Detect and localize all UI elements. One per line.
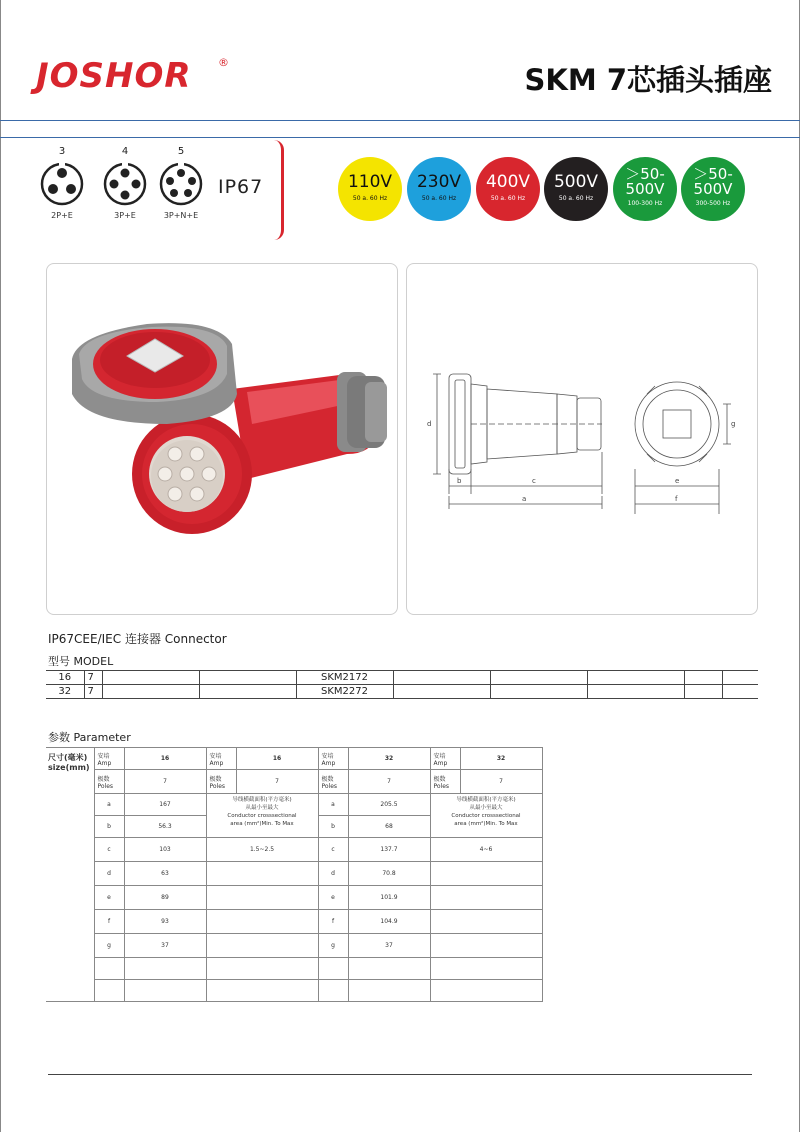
voltage-value: 400V [485, 172, 531, 192]
dim-value: 103 [124, 838, 206, 862]
voltage-frequency: 50 a. 60 Hz [558, 195, 594, 202]
dim-letter: e [318, 886, 348, 910]
voltage-line-1: ＞50- [625, 165, 665, 183]
product-photo-panel [46, 263, 398, 615]
voltage-frequency: 50 a. 60 Hz [490, 195, 526, 202]
conductor-cn: 导线横截面积(平方毫米) [232, 797, 292, 803]
empty-cell [587, 671, 684, 685]
empty-cell [124, 980, 206, 1002]
empty-cell [124, 958, 206, 980]
empty-cell [348, 958, 430, 980]
dim-letter: g [318, 934, 348, 958]
model-table [46, 670, 758, 699]
voltage-frequency: 50 a. 60 Hz [421, 195, 457, 202]
size-label [46, 748, 94, 1002]
voltage-value [613, 167, 677, 197]
dim-value: 205.5 [348, 794, 430, 816]
empty-cell [430, 886, 542, 910]
poles-cn: 极数 [433, 775, 446, 783]
empty-cell [199, 685, 296, 699]
dim-value: 167 [124, 794, 206, 816]
dim-value: 63 [124, 862, 206, 886]
empty-cell [206, 958, 318, 980]
dim-label-e: e [675, 477, 680, 485]
dim-letter: a [318, 794, 348, 816]
voltage-value [681, 167, 745, 197]
empty-area [542, 748, 762, 1002]
connector-illustration [47, 264, 397, 614]
conductor-cn-2: 从最小至最大 [245, 805, 279, 811]
amp-cn: 安培 [209, 752, 222, 760]
empty-cell [102, 685, 199, 699]
pin-config-5 [146, 146, 216, 220]
pin-config-3 [27, 146, 97, 220]
voltage-value: 230V [416, 172, 462, 192]
dim-letter: d [318, 862, 348, 886]
conductor-range: 4~6 [430, 838, 542, 862]
dim-label-a: a [522, 495, 527, 503]
poles-cn: 极数 [97, 775, 110, 783]
conductor-cn: 导线横截面积(平方毫米) [456, 797, 516, 803]
poles-en: Poles [209, 782, 226, 790]
header-divider [0, 120, 800, 121]
empty-cell [348, 980, 430, 1002]
dim-label-b: b [457, 477, 462, 485]
amp-cn: 安培 [97, 752, 110, 760]
dim-letter: c [94, 838, 124, 862]
poles-value: 7 [124, 770, 206, 794]
dim-label-d: d [427, 420, 432, 428]
pin-count: 5 [177, 146, 185, 157]
empty-cell [206, 862, 318, 886]
poles-cn: 极数 [321, 775, 334, 783]
dim-letter: d [94, 862, 124, 886]
voltage-line-2: 500V [625, 180, 665, 198]
socket-4pin-icon [102, 161, 148, 207]
poles-value: 7 [348, 770, 430, 794]
pin-count: 4 [121, 146, 129, 157]
pin-count: 3 [58, 146, 66, 157]
dim-letter: b [94, 816, 124, 838]
socket-3pin-icon [39, 161, 85, 207]
conductor-info [206, 794, 318, 838]
poles-en: Poles [97, 782, 114, 790]
dim-value: 104.9 [348, 910, 430, 934]
page-header [0, 0, 800, 120]
section-title: IP67CEE/IEC 连接器 Connector [48, 632, 227, 646]
dim-letter: c [318, 838, 348, 862]
dim-letter: b [318, 816, 348, 838]
pin-config-label: 3P+N+E [163, 211, 199, 220]
voltage-badge-400v [476, 157, 540, 221]
voltage-badge-500v [544, 157, 608, 221]
table-row [46, 748, 762, 770]
page-title: SKM 7芯插头插座 [524, 63, 772, 97]
header-divider-2 [0, 137, 800, 138]
table-row [46, 685, 758, 699]
conductor-en-2: area (mm²)Min. To Max [454, 821, 518, 827]
empty-cell [684, 685, 722, 699]
model-amp: 32 [46, 685, 84, 699]
dim-value: 37 [124, 934, 206, 958]
voltage-badge-110v [338, 157, 402, 221]
registered-mark: ® [218, 56, 229, 69]
conductor-info [430, 794, 542, 838]
empty-cell [430, 862, 542, 886]
dim-value: 68 [348, 816, 430, 838]
poles-en: Poles [433, 782, 450, 790]
model-label: 型号 MODEL [48, 655, 114, 668]
empty-cell [490, 685, 587, 699]
dim-letter: a [94, 794, 124, 816]
brand-logo: JOSHOR [36, 56, 192, 96]
conductor-en: Conductor crosssectional [451, 813, 521, 819]
model-poles: 7 [84, 671, 102, 685]
amp-cn: 安培 [321, 752, 334, 760]
poles-cn: 极数 [209, 775, 222, 783]
dimension-drawing [407, 264, 757, 614]
poles-en: Poles [321, 782, 338, 790]
empty-cell [206, 980, 318, 1002]
empty-cell [206, 886, 318, 910]
empty-cell [94, 958, 124, 980]
ip-rating: IP67 [218, 176, 264, 198]
dim-label-f: f [675, 495, 678, 503]
technical-drawing-panel [406, 263, 758, 615]
pin-config-label: 3P+E [114, 211, 136, 220]
size-label-cn: 尺寸(毫米) [48, 753, 88, 762]
amp-en: Amp [321, 759, 336, 767]
empty-cell [199, 671, 296, 685]
amp-header [94, 748, 124, 770]
empty-cell [393, 671, 490, 685]
dim-value: 93 [124, 910, 206, 934]
page-border-left [0, 0, 1, 1132]
empty-cell [722, 671, 758, 685]
empty-cell [430, 980, 542, 1002]
model-code: SKM2272 [296, 685, 393, 699]
empty-cell [430, 934, 542, 958]
voltage-badge-50-500v-b [681, 157, 745, 221]
table-row [46, 671, 758, 685]
voltage-frequency: 100-300 Hz [627, 200, 663, 207]
empty-cell [393, 685, 490, 699]
conductor-en-2: area (mm²)Min. To Max [230, 821, 294, 827]
dim-value: 137.7 [348, 838, 430, 862]
pin-config-label: 2P+E [51, 211, 73, 220]
poles-header [318, 770, 348, 794]
empty-cell [684, 671, 722, 685]
empty-cell [206, 934, 318, 958]
dim-value: 56.3 [124, 816, 206, 838]
amp-header [430, 748, 460, 770]
dim-label-g: g [731, 420, 736, 428]
conductor-cn-2: 从最小至最大 [469, 805, 503, 811]
parameter-label: 参数 Parameter [48, 731, 131, 744]
red-bracket [274, 140, 284, 240]
poles-value: 7 [236, 770, 318, 794]
amp-header [318, 748, 348, 770]
empty-cell [587, 685, 684, 699]
dim-value: 70.8 [348, 862, 430, 886]
amp-value: 16 [124, 748, 206, 770]
voltage-value: 500V [553, 172, 599, 192]
dim-value: 89 [124, 886, 206, 910]
empty-cell [430, 958, 542, 980]
poles-value: 7 [460, 770, 542, 794]
dim-label-c: c [532, 477, 536, 485]
model-amp: 16 [46, 671, 84, 685]
empty-cell [490, 671, 587, 685]
poles-header [206, 770, 236, 794]
amp-en: Amp [209, 759, 224, 767]
voltage-frequency: 50 a. 60 Hz [352, 195, 388, 202]
model-code: SKM2172 [296, 671, 393, 685]
voltage-badge-50-500v-a [613, 157, 677, 221]
poles-header [430, 770, 460, 794]
empty-cell [722, 685, 758, 699]
poles-header [94, 770, 124, 794]
amp-value: 32 [460, 748, 542, 770]
amp-en: Amp [433, 759, 448, 767]
empty-cell [94, 980, 124, 1002]
amp-cn: 安培 [433, 752, 446, 760]
conductor-en: Conductor crosssectional [227, 813, 297, 819]
footer-divider [48, 1074, 752, 1075]
socket-5pin-icon [158, 161, 204, 207]
amp-value: 16 [236, 748, 318, 770]
empty-cell [430, 910, 542, 934]
dim-value: 37 [348, 934, 430, 958]
dim-letter: g [94, 934, 124, 958]
parameter-table [46, 747, 762, 1002]
voltage-value: 110V [347, 172, 393, 192]
conductor-range: 1.5~2.5 [206, 838, 318, 862]
voltage-line-1: ＞50- [693, 165, 733, 183]
amp-en: Amp [97, 759, 112, 767]
voltage-badge-230v [407, 157, 471, 221]
voltage-frequency: 300-500 Hz [695, 200, 731, 207]
empty-cell [318, 958, 348, 980]
empty-cell [206, 910, 318, 934]
dim-letter: f [94, 910, 124, 934]
size-label-en: size(mm) [48, 763, 90, 772]
model-poles: 7 [84, 685, 102, 699]
dim-value: 101.9 [348, 886, 430, 910]
dim-letter: f [318, 910, 348, 934]
empty-cell [318, 980, 348, 1002]
voltage-line-2: 500V [693, 180, 733, 198]
amp-value: 32 [348, 748, 430, 770]
empty-cell [102, 671, 199, 685]
amp-header [206, 748, 236, 770]
dim-letter: e [94, 886, 124, 910]
